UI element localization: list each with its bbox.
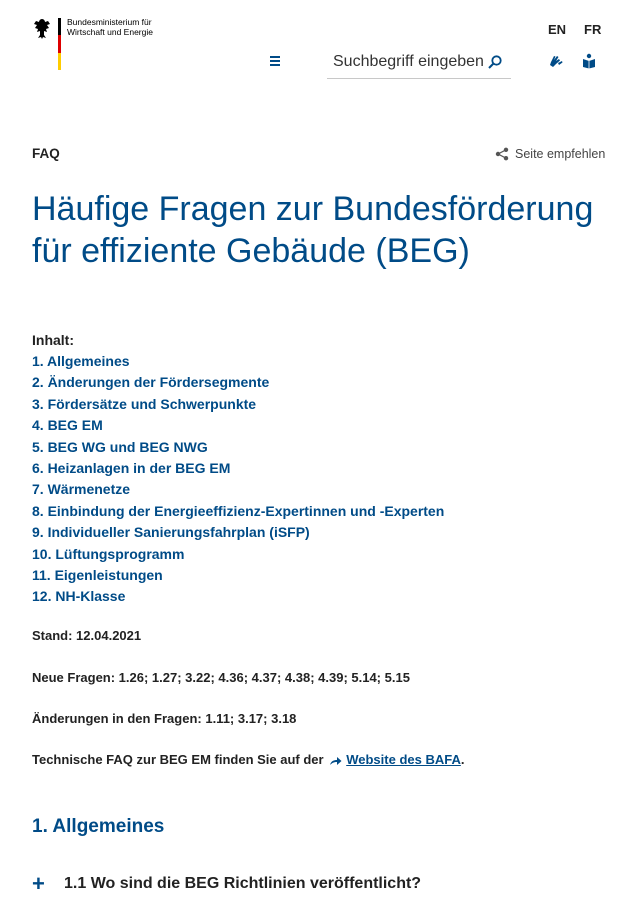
toc-link-beg-em[interactable]: 4. BEG EM (32, 417, 103, 434)
toc-link-lueftung[interactable]: 10. Lüftungsprogramm (32, 545, 185, 562)
toc-item (32, 479, 612, 500)
changed-questions: Änderungen in den Fragen: 1.11; 3.17; 3.18 (32, 711, 297, 726)
toc-heading: Inhalt: (32, 332, 74, 348)
toc-link-eigenleistungen[interactable]: 11. Eigenleistungen (32, 566, 163, 583)
language-en-link[interactable]: EN (548, 22, 567, 37)
easy-language-icon[interactable] (581, 53, 597, 74)
toc-item (32, 522, 612, 543)
section-heading-allgemeines: 1. Allgemeines (32, 816, 165, 837)
toc-link-isfp[interactable]: 9. Individueller Sanierungsfahrplan (iSFP) (32, 524, 310, 541)
toc-link-foerdersaetze[interactable]: 3. Fördersätze und Schwerpunkte (32, 395, 257, 412)
toc-item (32, 565, 612, 586)
federal-eagle-icon (32, 18, 52, 40)
menu-button[interactable] (268, 54, 282, 68)
german-flag-stripe (58, 18, 61, 70)
flag-black (58, 18, 61, 35)
breadcrumb-label: FAQ (32, 146, 60, 161)
toc-list (32, 351, 612, 608)
plus-icon: + (32, 871, 45, 896)
toc-item (32, 372, 612, 393)
toc-item (32, 458, 612, 479)
toc-item (32, 351, 612, 372)
toc-item (32, 544, 612, 565)
toc-link-expertinnen[interactable]: 8. Einbindung der Energieeffizienz-Expertinnen und -Experten (32, 502, 445, 519)
toc-link-nh-klasse[interactable]: 12. NH-Klasse (32, 588, 126, 605)
search-box (327, 45, 511, 79)
search-icon[interactable] (487, 54, 503, 75)
flag-red (58, 35, 61, 52)
bafa-website-link[interactable]: Website des BAFA (346, 752, 461, 767)
toc-item (32, 394, 612, 415)
hamburger-menu-icon (268, 54, 282, 68)
new-questions: Neue Fragen: 1.26; 1.27; 3.22; 4.36; 4.37; 4.38; 4.39; 5.14; 5.15 (32, 670, 410, 685)
stand-date: Stand: 12.04.2021 (32, 628, 142, 643)
share-label: Seite empfehlen (515, 147, 606, 161)
table-of-contents (32, 330, 612, 608)
ministry-logo[interactable] (32, 18, 157, 70)
search-input[interactable] (333, 53, 483, 71)
page-title: Häufige Fragen zur Bundesförderung für effiziente Gebäude (BEG) (32, 190, 594, 270)
share-icon (495, 147, 509, 161)
technical-faq-text: Technische FAQ zur BEG EM finden Sie auf der (32, 752, 324, 767)
technical-faq-suffix: . (460, 752, 465, 767)
site-header (0, 0, 640, 100)
faq-question-label: 1.1 Wo sind die BEG Richtlinien veröffentlicht? (64, 875, 422, 892)
toc-link-waermenetze[interactable]: 7. Wärmenetze (32, 481, 131, 498)
toc-link-heizanlagen[interactable]: 6. Heizanlagen in der BEG EM (32, 459, 231, 476)
toc-item (32, 437, 612, 458)
toc-link-beg-wg-nwg[interactable]: 5. BEG WG und BEG NWG (32, 438, 208, 455)
toc-link-allgemeines[interactable]: 1. Allgemeines (32, 353, 130, 369)
toc-link-aenderungen[interactable]: 2. Änderungen der Fördersegmente (32, 374, 270, 391)
flag-gold (58, 53, 61, 70)
language-fr-link[interactable]: FR (584, 22, 602, 37)
technical-faq-note (32, 752, 464, 767)
toc-item (32, 415, 612, 436)
external-arrow-icon (329, 756, 342, 766)
logo-text: Bundesministerium für Wirtschaft und Energie (67, 17, 153, 37)
sign-language-icon[interactable] (548, 53, 564, 74)
toc-item (32, 586, 612, 607)
toc-item (32, 501, 612, 522)
faq-accordion-item[interactable] (32, 873, 421, 895)
share-page-button[interactable] (495, 147, 605, 161)
